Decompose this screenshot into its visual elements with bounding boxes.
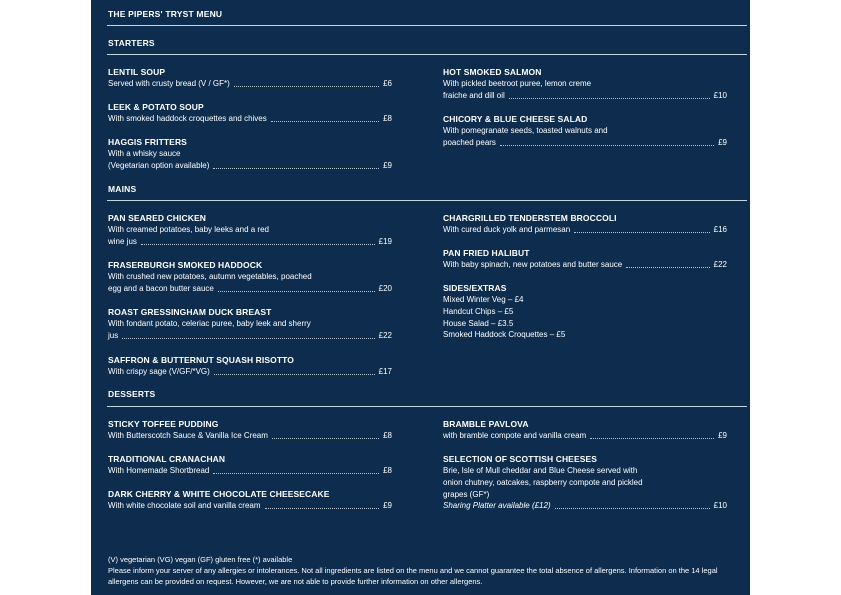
item-price: £17 <box>378 367 392 376</box>
dot-leader <box>574 232 709 233</box>
dot-leader <box>509 98 710 99</box>
item-description: With creamed potatoes, baby leeks and a red <box>108 225 269 234</box>
item-price: £9 <box>718 137 727 147</box>
item-price: £22 <box>713 260 727 269</box>
item-description: With fondant potato, celeriac puree, baby leek and sherry <box>108 319 311 328</box>
dot-leader <box>122 338 374 339</box>
item-description: jus <box>108 330 119 340</box>
menu-item <box>108 136 392 172</box>
item-description: With a whisky sauce <box>108 149 181 158</box>
dot-leader <box>234 86 379 87</box>
menu-panel <box>91 0 750 595</box>
item-description: wine jus <box>108 236 137 246</box>
item-name: LEEK & POTATO SOUP <box>108 102 204 112</box>
item-line-priced <box>443 259 727 271</box>
menu-item <box>443 453 727 512</box>
item-name: LENTIL SOUP <box>108 67 166 77</box>
menu-item <box>108 212 392 248</box>
dot-leader <box>214 374 375 375</box>
item-line-priced <box>108 465 392 477</box>
item-description: With Homemade Shortbread <box>108 466 210 475</box>
divider <box>107 54 747 55</box>
item-description: fraiche and dill oil <box>443 90 505 100</box>
dot-leader <box>213 168 379 169</box>
side-item: House Salad – £3.5 <box>443 318 514 328</box>
item-price: £16 <box>713 225 727 234</box>
item-description: Sharing Platter available (£12) <box>443 501 551 511</box>
item-name: STICKY TOFFEE PUDDING <box>108 419 219 429</box>
item-line-priced <box>108 283 392 295</box>
item-price: £8 <box>383 466 392 475</box>
menu-item <box>108 418 392 442</box>
item-line-priced <box>108 366 392 378</box>
menu-item <box>443 66 727 102</box>
item-price: £10 <box>713 90 727 100</box>
menu-item <box>108 453 392 477</box>
item-description: Served with crusty bread (V / GF*) <box>108 79 230 88</box>
dot-leader <box>265 508 380 509</box>
item-description: poached pears <box>443 137 496 147</box>
side-item: Handcut Chips – £5 <box>443 306 514 316</box>
item-name: TRADITIONAL CRANACHAN <box>108 454 226 464</box>
item-price: £22 <box>378 330 392 340</box>
item-description: egg and a bacon butter sauce <box>108 283 214 293</box>
menu-item <box>108 354 392 378</box>
dot-leader <box>272 438 379 439</box>
menu-item <box>108 488 392 512</box>
dot-leader <box>213 473 379 474</box>
section-heading-starters: STARTERS <box>108 38 155 48</box>
item-name: CHICORY & BLUE CHEESE SALAD <box>443 114 588 124</box>
menu-item <box>443 418 727 442</box>
dot-leader <box>555 508 710 509</box>
item-name: SELECTION OF SCOTTISH CHEESES <box>443 454 598 464</box>
item-name: CHARGRILLED TENDERSTEM BROCCOLI <box>443 213 617 223</box>
item-price: £8 <box>383 114 392 123</box>
item-line-priced <box>108 500 392 512</box>
menu-item <box>108 259 392 295</box>
item-description: With smoked haddock croquettes and chives <box>108 114 267 123</box>
item-line-priced <box>443 224 727 236</box>
item-description: With pomegranate seeds, toasted walnuts and <box>443 126 608 135</box>
divider <box>107 200 747 201</box>
allergen-footer <box>108 554 748 587</box>
menu-item <box>108 66 392 90</box>
item-description: With Butterscotch Sauce & Vanilla Ice Cream <box>108 431 268 440</box>
item-name: ROAST GRESSINGHAM DUCK BREAST <box>108 307 272 317</box>
item-line-priced <box>443 500 727 512</box>
item-name: BRAMBLE PAVLOVA <box>443 419 529 429</box>
item-line-priced <box>108 236 392 248</box>
item-name: HOT SMOKED SALMON <box>443 67 542 77</box>
item-name: DARK CHERRY & WHITE CHOCOLATE CHEESECAKE <box>108 489 330 499</box>
item-price: £20 <box>378 283 392 293</box>
item-price: £8 <box>383 431 392 440</box>
dot-leader <box>218 291 375 292</box>
dot-leader <box>141 244 375 245</box>
item-line-priced <box>108 78 392 90</box>
item-name: SAFFRON & BUTTERNUT SQUASH RISOTTO <box>108 355 294 365</box>
item-description: With white chocolate soil and vanilla cream <box>108 501 261 510</box>
item-description: with bramble compote and vanilla cream <box>443 431 587 440</box>
section-heading-desserts: DESSERTS <box>108 389 156 399</box>
section-heading-mains: MAINS <box>108 184 137 194</box>
item-name: PAN SEARED CHICKEN <box>108 213 206 223</box>
menu-item <box>443 247 727 271</box>
item-line-priced <box>443 430 727 442</box>
allergen-note: Please inform your server of any allergies or intolerances. Not all ingredients are listed on the menu and we cannot guarantee the total absence of allergens. Information on the 14 legal allergens can be provided on request. However, we are not able to provide further information on other allergens. <box>108 566 718 586</box>
menu-item <box>443 212 727 236</box>
dot-leader <box>271 121 379 122</box>
item-line-priced <box>108 430 392 442</box>
menu-title: THE PIPERS' TRYST MENU <box>108 9 223 19</box>
side-item: Mixed Winter Veg – £4 <box>443 295 524 304</box>
item-line-priced <box>443 90 727 102</box>
item-name: FRASERBURGH SMOKED HADDOCK <box>108 260 263 270</box>
menu-item <box>108 306 392 342</box>
item-description: Brie, Isle of Mull cheddar and Blue Cheese served with <box>443 466 638 475</box>
item-price: £9 <box>383 160 392 170</box>
item-line-priced <box>108 330 392 342</box>
item-description: With crushed new potatoes, autumn vegetables, poached <box>108 272 312 281</box>
item-description: With pickled beetroot puree, lemon creme <box>443 79 592 88</box>
item-name: SIDES/EXTRAS <box>443 283 507 293</box>
item-description: (Vegetarian option available) <box>108 160 210 170</box>
item-name: HAGGIS FRITTERS <box>108 137 187 147</box>
item-price: £9 <box>718 431 727 440</box>
dot-leader <box>590 438 714 439</box>
item-description: onion chutney, oatcakes, raspberry compote and pickled <box>443 477 643 487</box>
dot-leader <box>500 145 714 146</box>
item-line-priced <box>108 113 392 125</box>
sides-extras <box>443 282 727 341</box>
menu-item <box>443 113 727 149</box>
item-description: With crispy sage (V/GF/*VG) <box>108 367 210 376</box>
item-name: PAN FRIED HALIBUT <box>443 248 530 258</box>
dot-leader <box>626 267 709 268</box>
item-price: £10 <box>713 501 727 511</box>
item-line-priced <box>443 137 727 149</box>
menu-item <box>108 101 392 125</box>
item-line-priced <box>108 160 392 172</box>
item-price: £19 <box>378 236 392 246</box>
dietary-legend: (V) vegetarian (VG) vegan (GF) gluten free (*) available <box>108 555 293 564</box>
item-price: £9 <box>383 501 392 510</box>
item-description: grapes (GF*) <box>443 489 490 499</box>
side-item: Smoked Haddock Croquettes – £5 <box>443 330 566 340</box>
item-description: With baby spinach, new potatoes and butter sauce <box>443 260 623 269</box>
divider <box>107 25 747 26</box>
item-description: With cured duck yolk and parmesan <box>443 225 571 234</box>
item-price: £6 <box>383 79 392 88</box>
divider <box>107 406 747 407</box>
